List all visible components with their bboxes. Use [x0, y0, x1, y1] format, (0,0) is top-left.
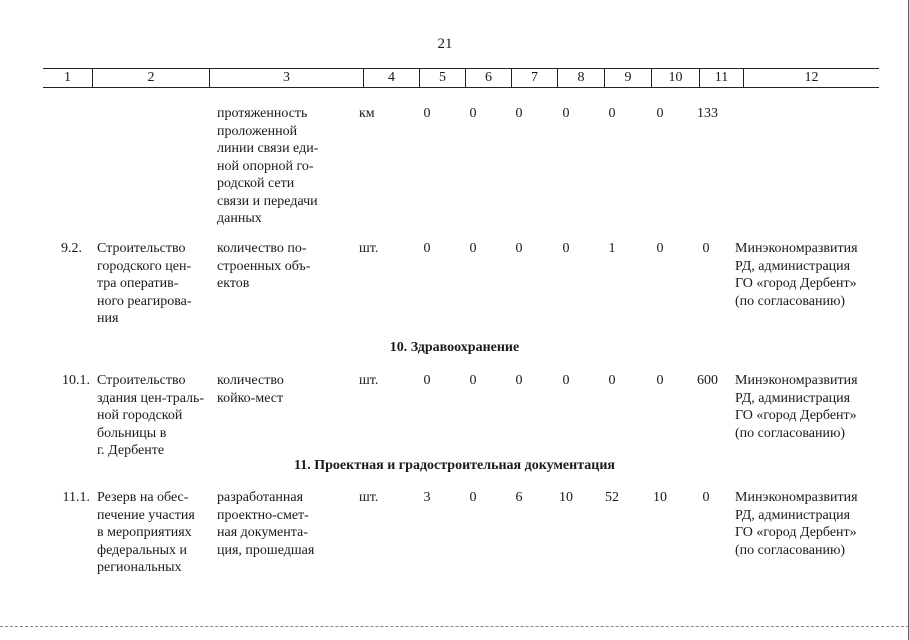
text-line: ГО «город Дербент» — [735, 276, 857, 291]
value-cell: 6 — [515, 490, 523, 505]
text-line: Строительство — [97, 241, 186, 256]
value-cell: 600 — [697, 373, 718, 388]
activity-name-cell — [97, 372, 209, 460]
column-number-2: 2 — [93, 69, 210, 87]
value-cell: 0 — [423, 241, 431, 256]
value-cell: 0 — [608, 373, 616, 388]
value-cell: 0 — [562, 373, 570, 388]
text-line: ектов — [217, 276, 250, 291]
value-cell: 0 — [702, 490, 710, 505]
text-line: ного реагирова- — [97, 293, 192, 309]
value-cell: 0 — [423, 106, 431, 121]
value-cell: 133 — [697, 106, 718, 121]
row-number: 9.2. — [61, 241, 82, 256]
text-line: ция, прошедшая — [217, 542, 315, 558]
text-line: здания цен-траль- — [97, 390, 205, 406]
text-line: РД, администрация — [735, 390, 851, 406]
text-line: РД, администрация — [735, 258, 851, 274]
value-cell: 0 — [656, 106, 664, 121]
column-number-6: 6 — [466, 69, 512, 87]
column-number-12: 12 — [804, 70, 819, 85]
row-number: 11.1. — [62, 490, 90, 505]
value-cell: 3 — [423, 490, 431, 505]
responsible-cell — [735, 489, 875, 559]
text-line: количество по- — [217, 241, 307, 256]
value-cell: 0 — [469, 490, 477, 505]
value-cell: 52 — [605, 490, 619, 505]
text-line: протяженность — [217, 106, 308, 121]
text-line: (по согласованию) — [735, 542, 846, 558]
unit-cell: шт. — [359, 490, 379, 505]
value-cell: 0 — [608, 106, 616, 121]
text-line: (по согласованию) — [735, 425, 846, 441]
text-line: ная документа- — [217, 525, 308, 540]
value-cell: 0 — [469, 241, 477, 256]
text-line: Резерв на обес- — [97, 490, 189, 505]
column-number-9: 9 — [605, 69, 652, 87]
table-column-header — [43, 68, 879, 88]
text-line: связи и передачи — [217, 193, 318, 209]
value-cell: 0 — [515, 106, 523, 121]
text-line: данных — [217, 211, 262, 226]
indicator-cell — [217, 489, 329, 559]
indicator-cell — [217, 372, 329, 407]
text-line: г. Дербенте — [97, 443, 165, 458]
text-line: проектно-смет- — [217, 507, 309, 523]
text-line: в мероприятиях — [97, 525, 192, 540]
value-cell: 0 — [562, 241, 570, 256]
value-cell: 1 — [608, 241, 616, 256]
text-line: Минэкономразвития — [735, 241, 858, 256]
section-heading: 10. Здравоохранение — [389, 340, 520, 355]
text-line: Минэкономразвития — [735, 490, 858, 505]
text-line: линии связи еди- — [217, 141, 319, 156]
text-line: количество — [217, 373, 284, 388]
text-line: койко-мест — [217, 390, 284, 406]
text-line: ной опорной го- — [217, 158, 314, 174]
column-number-1: 1 — [43, 69, 93, 87]
text-line: родской сети — [217, 176, 295, 191]
text-line: больницы в — [97, 425, 167, 441]
value-cell: 0 — [469, 373, 477, 388]
page-number: 21 — [437, 36, 453, 52]
text-line: Строительство — [97, 373, 186, 388]
column-number-4: 4 — [364, 69, 420, 87]
value-cell: 0 — [423, 373, 431, 388]
column-number-11: 11 — [700, 69, 744, 87]
value-cell: 0 — [469, 106, 477, 121]
page-edge-divider — [0, 626, 909, 627]
text-line: ГО «город Дербент» — [735, 408, 857, 423]
indicator-cell — [217, 240, 329, 293]
column-number-5: 5 — [420, 69, 466, 87]
text-line: проложенной — [217, 123, 298, 139]
text-line: строенных объ- — [217, 258, 311, 274]
value-cell: 0 — [515, 373, 523, 388]
text-line: разработанная — [217, 490, 304, 505]
value-cell: 0 — [656, 373, 664, 388]
text-line: федеральных и — [97, 542, 188, 558]
column-number-10: 10 — [652, 69, 700, 87]
value-cell: 10 — [653, 490, 667, 505]
value-cell: 0 — [656, 241, 664, 256]
activity-name-cell — [97, 240, 209, 328]
text-line: тра оператив- — [97, 276, 179, 291]
text-line: (по согласованию) — [735, 293, 846, 309]
text-line: РД, администрация — [735, 507, 851, 523]
unit-cell: км — [359, 106, 375, 121]
column-number-3: 3 — [210, 69, 364, 87]
text-line: ния — [97, 311, 119, 326]
value-cell: 0 — [562, 106, 570, 121]
indicator-cell — [217, 105, 329, 228]
column-number-8: 8 — [558, 69, 605, 87]
row-number: 10.1. — [62, 373, 90, 388]
value-cell: 0 — [515, 241, 523, 256]
responsible-cell — [735, 372, 875, 442]
text-line: ной городской — [97, 408, 183, 423]
text-line: печение участия — [97, 507, 195, 523]
text-line: городского цен- — [97, 258, 192, 274]
column-number-7: 7 — [512, 69, 558, 87]
unit-cell: шт. — [359, 241, 379, 256]
text-line: ГО «город Дербент» — [735, 525, 857, 540]
text-line: Минэкономразвития — [735, 373, 858, 388]
value-cell: 10 — [559, 490, 573, 505]
unit-cell: шт. — [359, 373, 379, 388]
value-cell: 0 — [702, 241, 710, 256]
activity-name-cell — [97, 489, 209, 577]
responsible-cell — [735, 240, 875, 310]
text-line: региональных — [97, 560, 182, 575]
section-heading: 11. Проектная и градостроительная документация — [294, 458, 615, 473]
